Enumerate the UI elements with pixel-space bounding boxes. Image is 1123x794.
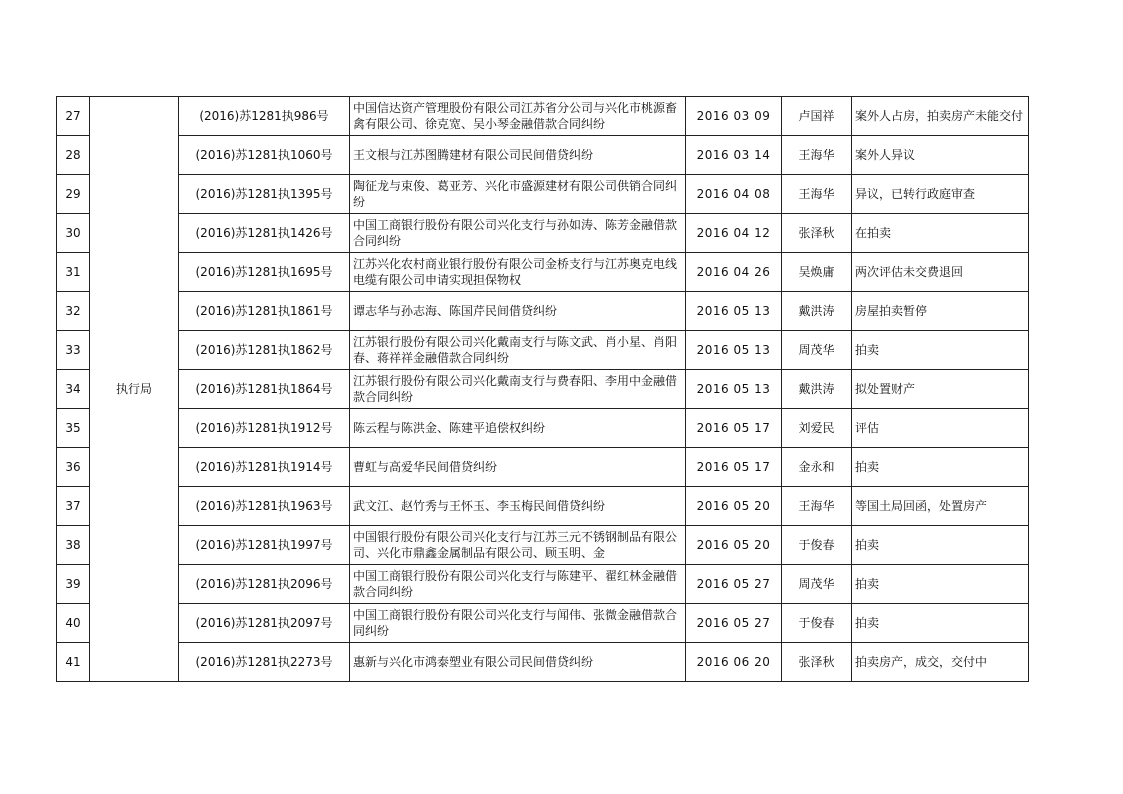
case-description-text: 中国工商银行股份有限公司兴化支行与孙如涛、陈芳金融借款合同纠纷 xyxy=(353,218,678,248)
case-description xyxy=(350,253,686,292)
filing-date: 2016 05 20 xyxy=(686,487,782,526)
table-row xyxy=(57,526,1029,565)
row-number: 41 xyxy=(57,643,90,682)
case-description-text: 惠新与兴化市鸿泰塑业有限公司民间借贷纠纷 xyxy=(353,655,594,669)
filing-date: 2016 05 13 xyxy=(686,292,782,331)
case-number: (2016)苏1281执1914号 xyxy=(179,448,350,487)
case-description-text: 武文江、赵竹秀与王怀玉、李玉梅民间借贷纠纷 xyxy=(353,499,606,513)
case-description xyxy=(350,214,686,253)
case-number: (2016)苏1281执1426号 xyxy=(179,214,350,253)
case-number: (2016)苏1281执2097号 xyxy=(179,604,350,643)
judge-name: 周茂华 xyxy=(782,331,852,370)
case-description xyxy=(350,565,686,604)
case-description xyxy=(350,370,686,409)
filing-date: 2016 05 20 xyxy=(686,526,782,565)
filing-date: 2016 05 27 xyxy=(686,604,782,643)
judge-name: 金永和 xyxy=(782,448,852,487)
case-number: (2016)苏1281执1864号 xyxy=(179,370,350,409)
case-status-text: 异议，已转行政庭审查 xyxy=(855,187,976,201)
case-number: (2016)苏1281执2273号 xyxy=(179,643,350,682)
table-row xyxy=(57,136,1029,175)
table-row xyxy=(57,448,1029,487)
judge-name: 张泽秋 xyxy=(782,643,852,682)
case-description xyxy=(350,526,686,565)
judge-name: 王海华 xyxy=(782,136,852,175)
table-row xyxy=(57,487,1029,526)
filing-date: 2016 04 26 xyxy=(686,253,782,292)
case-status-text: 拍卖 xyxy=(855,616,880,630)
filing-date: 2016 04 08 xyxy=(686,175,782,214)
case-description xyxy=(350,604,686,643)
case-description-text: 谭志华与孙志海、陈国芹民间借贷纠纷 xyxy=(353,304,558,318)
judge-name: 戴洪涛 xyxy=(782,292,852,331)
case-status xyxy=(852,331,1029,370)
case-status xyxy=(852,214,1029,253)
row-number: 37 xyxy=(57,487,90,526)
row-number: 36 xyxy=(57,448,90,487)
case-status-text: 案外人占房，拍卖房产未能交付 xyxy=(855,109,1024,123)
table-row xyxy=(57,97,1029,136)
case-status-text: 评估 xyxy=(855,421,880,435)
case-status xyxy=(852,136,1029,175)
filing-date: 2016 03 09 xyxy=(686,97,782,136)
judge-name: 于俊春 xyxy=(782,526,852,565)
case-number: (2016)苏1281执1912号 xyxy=(179,409,350,448)
case-description xyxy=(350,487,686,526)
filing-date: 2016 03 14 xyxy=(686,136,782,175)
judge-name: 吴焕庸 xyxy=(782,253,852,292)
row-number: 38 xyxy=(57,526,90,565)
case-table xyxy=(56,96,1029,682)
filing-date: 2016 06 20 xyxy=(686,643,782,682)
judge-name: 王海华 xyxy=(782,487,852,526)
judge-name: 于俊春 xyxy=(782,604,852,643)
table-row xyxy=(57,292,1029,331)
table-row xyxy=(57,331,1029,370)
case-status-text: 拍卖 xyxy=(855,538,880,552)
case-status xyxy=(852,175,1029,214)
row-number: 27 xyxy=(57,97,90,136)
case-status-text: 两次评估未交费退回 xyxy=(855,265,964,279)
case-status-text: 等国土局回函，处置房产 xyxy=(855,499,988,513)
case-status-text: 在拍卖 xyxy=(855,226,892,240)
row-number: 39 xyxy=(57,565,90,604)
case-description xyxy=(350,175,686,214)
case-description-text: 曹虹与高爱华民间借贷纠纷 xyxy=(353,460,498,474)
row-number: 34 xyxy=(57,370,90,409)
case-description-text: 江苏银行股份有限公司兴化戴南支行与费春阳、李用中金融借款合同纠纷 xyxy=(353,374,678,404)
judge-name: 王海华 xyxy=(782,175,852,214)
table-row xyxy=(57,643,1029,682)
case-description-text: 陈云程与陈洪金、陈建平追偿权纠纷 xyxy=(353,421,546,435)
case-status-text: 房屋拍卖暂停 xyxy=(855,304,928,318)
case-status xyxy=(852,643,1029,682)
row-number: 28 xyxy=(57,136,90,175)
filing-date: 2016 05 17 xyxy=(686,409,782,448)
row-number: 33 xyxy=(57,331,90,370)
judge-name: 戴洪涛 xyxy=(782,370,852,409)
case-description-text: 陶征龙与束俊、葛亚芳、兴化市盛源建材有限公司供销合同纠纷 xyxy=(353,179,678,209)
table-row xyxy=(57,565,1029,604)
case-status-text: 案外人异议 xyxy=(855,148,916,162)
table-row xyxy=(57,409,1029,448)
case-status-text: 拍卖房产，成交，交付中 xyxy=(855,655,988,669)
case-status xyxy=(852,448,1029,487)
filing-date: 2016 05 27 xyxy=(686,565,782,604)
case-number: (2016)苏1281执1963号 xyxy=(179,487,350,526)
case-status xyxy=(852,370,1029,409)
case-number: (2016)苏1281执1695号 xyxy=(179,253,350,292)
case-description-text: 江苏兴化农村商业银行股份有限公司金桥支行与江苏奥克电线电缆有限公司申请实现担保物权 xyxy=(353,257,678,287)
case-description-text: 中国银行股份有限公司兴化支行与江苏三元不锈钢制品有限公司、兴化市鼎鑫金属制品有限公司、顾玉明、金 xyxy=(353,530,678,560)
case-description-text: 中国信达资产管理股份有限公司江苏省分公司与兴化市桃源畜禽有限公司、徐克宽、吴小琴金融借款合同纠纷 xyxy=(353,101,678,131)
table-row xyxy=(57,604,1029,643)
table-row xyxy=(57,253,1029,292)
case-status-text: 拍卖 xyxy=(855,343,880,357)
table-row xyxy=(57,175,1029,214)
case-status xyxy=(852,526,1029,565)
case-status xyxy=(852,253,1029,292)
case-description xyxy=(350,331,686,370)
table-row xyxy=(57,214,1029,253)
department-cell: 执行局 xyxy=(90,97,179,682)
case-description-text: 王文根与江苏图腾建材有限公司民间借贷纠纷 xyxy=(353,148,594,162)
case-description xyxy=(350,643,686,682)
judge-name: 刘爱民 xyxy=(782,409,852,448)
case-status xyxy=(852,292,1029,331)
case-status-text: 拟处置财产 xyxy=(855,382,916,396)
case-table-body xyxy=(57,97,1029,682)
judge-name: 卢国祥 xyxy=(782,97,852,136)
case-description-text: 江苏银行股份有限公司兴化戴南支行与陈文武、肖小星、肖阳春、蒋祥祥金融借款合同纠纷 xyxy=(353,335,678,365)
row-number: 32 xyxy=(57,292,90,331)
case-description xyxy=(350,448,686,487)
judge-name: 张泽秋 xyxy=(782,214,852,253)
case-number: (2016)苏1281执1862号 xyxy=(179,331,350,370)
case-number: (2016)苏1281执2096号 xyxy=(179,565,350,604)
case-number: (2016)苏1281执1060号 xyxy=(179,136,350,175)
case-status-text: 拍卖 xyxy=(855,460,880,474)
case-description xyxy=(350,409,686,448)
case-status-text: 拍卖 xyxy=(855,577,880,591)
case-status xyxy=(852,97,1029,136)
case-description xyxy=(350,136,686,175)
row-number: 30 xyxy=(57,214,90,253)
case-description-text: 中国工商银行股份有限公司兴化支行与陈建平、翟红林金融借款合同纠纷 xyxy=(353,569,678,599)
judge-name: 周茂华 xyxy=(782,565,852,604)
table-row xyxy=(57,370,1029,409)
case-number: (2016)苏1281执986号 xyxy=(179,97,350,136)
case-description-text: 中国工商银行股份有限公司兴化支行与闻伟、张微金融借款合同纠纷 xyxy=(353,608,678,638)
filing-date: 2016 04 12 xyxy=(686,214,782,253)
case-status xyxy=(852,604,1029,643)
row-number: 40 xyxy=(57,604,90,643)
filing-date: 2016 05 13 xyxy=(686,370,782,409)
case-status xyxy=(852,487,1029,526)
case-number: (2016)苏1281执1861号 xyxy=(179,292,350,331)
case-status xyxy=(852,565,1029,604)
case-description xyxy=(350,292,686,331)
row-number: 31 xyxy=(57,253,90,292)
case-number: (2016)苏1281执1395号 xyxy=(179,175,350,214)
case-number: (2016)苏1281执1997号 xyxy=(179,526,350,565)
row-number: 35 xyxy=(57,409,90,448)
row-number: 29 xyxy=(57,175,90,214)
case-description xyxy=(350,97,686,136)
case-status xyxy=(852,409,1029,448)
filing-date: 2016 05 17 xyxy=(686,448,782,487)
filing-date: 2016 05 13 xyxy=(686,331,782,370)
